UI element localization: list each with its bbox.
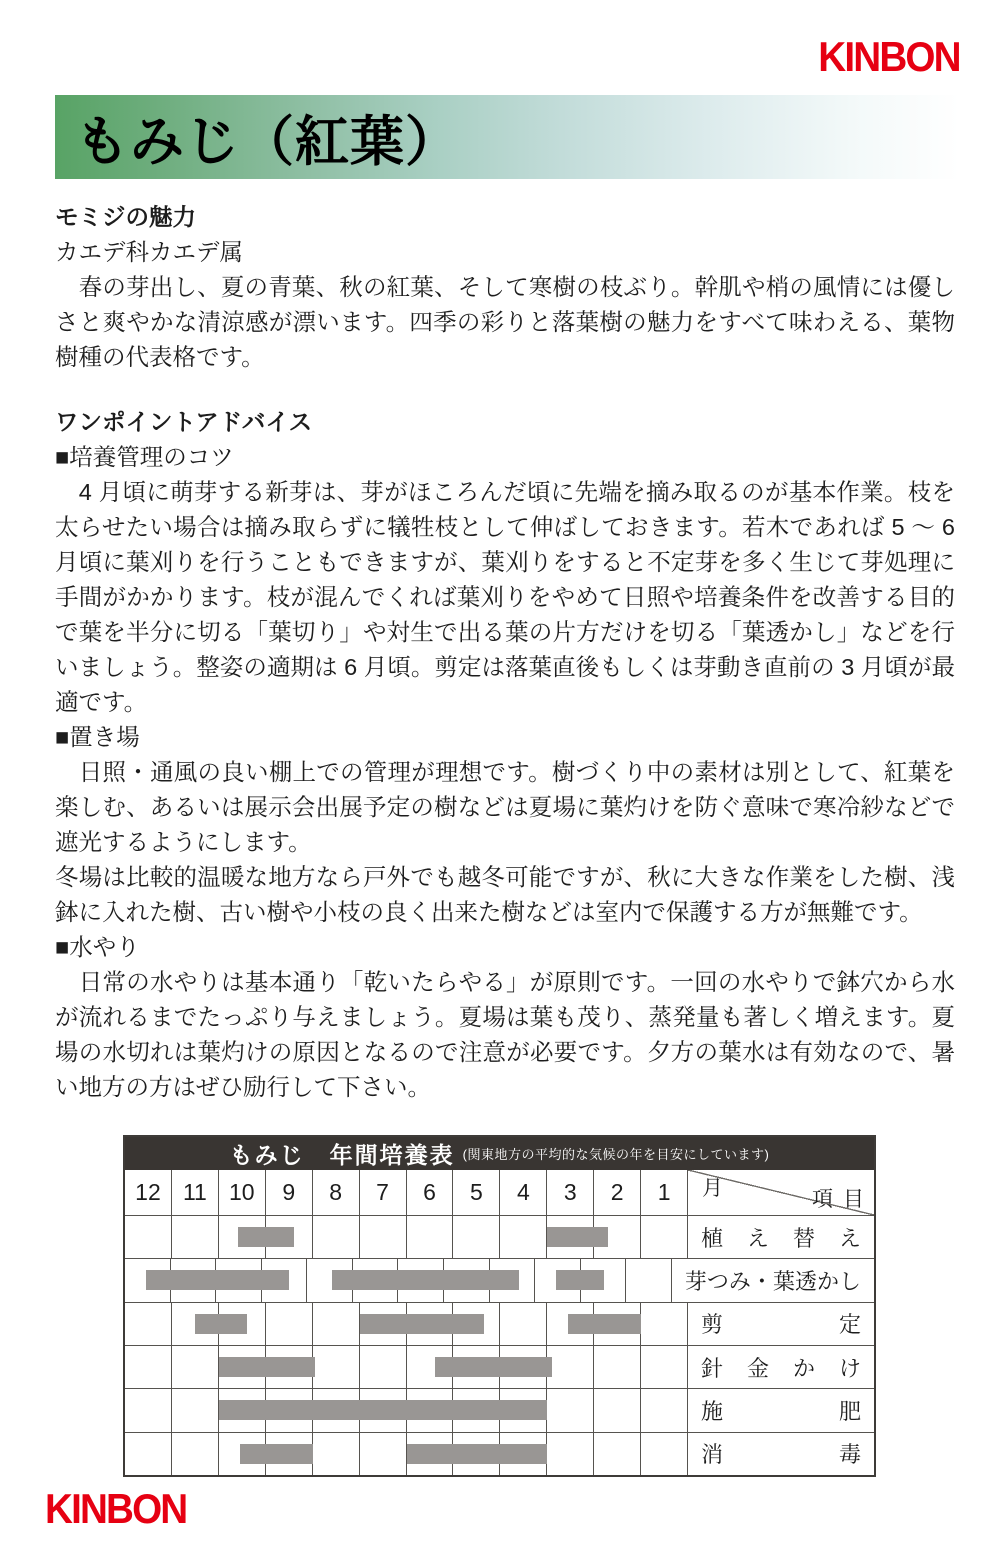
calendar-period-bar xyxy=(360,1314,484,1334)
grid-cell xyxy=(594,1346,641,1388)
row-label-char: え xyxy=(746,1225,769,1251)
row-label-char: 定 xyxy=(838,1312,861,1338)
grid-cell xyxy=(500,1303,547,1345)
month-cell: 3 xyxy=(547,1170,594,1215)
annual-cultivation-table xyxy=(123,1135,876,1477)
calendar-row-grid xyxy=(125,1346,688,1388)
month-cell: 7 xyxy=(360,1170,407,1215)
grid-cell xyxy=(125,1389,172,1431)
subsection-title-care: ■培養管理のコツ xyxy=(55,444,234,470)
grid-cell xyxy=(594,1389,641,1431)
calendar-row xyxy=(125,1433,874,1475)
calendar-row-grid xyxy=(125,1303,688,1345)
row-label-char: 金 xyxy=(746,1355,769,1381)
grid-cell xyxy=(360,1346,407,1388)
row-label-char: 植 xyxy=(701,1225,724,1251)
subsection-title-watering: ■水やり xyxy=(55,934,140,960)
grid-cell xyxy=(313,1216,360,1258)
grid-cell xyxy=(172,1389,219,1431)
calendar-row xyxy=(125,1303,874,1346)
month-cell: 8 xyxy=(313,1170,360,1215)
calendar-period-bar xyxy=(568,1314,641,1334)
kinbon-logo-bottom: KINBON xyxy=(45,1485,187,1532)
grid-cell xyxy=(360,1433,407,1475)
calendar-period-bar xyxy=(435,1357,552,1377)
calendar-row-label xyxy=(688,1346,874,1388)
grid-cell xyxy=(172,1216,219,1258)
row-label-char: け xyxy=(838,1355,861,1381)
month-cell: 5 xyxy=(453,1170,500,1215)
calendar-row-grid xyxy=(125,1389,688,1431)
grid-cell xyxy=(125,1303,172,1345)
grid-cell xyxy=(313,1433,360,1475)
grid-cell xyxy=(172,1346,219,1388)
row-label-char: え xyxy=(838,1225,861,1251)
title-banner xyxy=(55,95,960,179)
grid-cell xyxy=(500,1216,547,1258)
row-label-char: み xyxy=(728,1268,751,1294)
grid-cell xyxy=(547,1389,594,1431)
calendar-row-grid xyxy=(125,1433,688,1475)
grid-cell xyxy=(313,1303,360,1345)
row-label-char: 芽 xyxy=(684,1268,707,1294)
grid-cell xyxy=(407,1216,454,1258)
grid-cell xyxy=(641,1433,688,1475)
placement-paragraph-1: 日照・通風の良い棚上での管理が理想です。樹づくり中の素材は別として、紅葉を楽しむ、あるいは展示会出展予定の樹などは夏場に葉灼けを防ぐ意味で寒冷紗などで遮光するようにします。 xyxy=(55,759,955,855)
grid-cell xyxy=(626,1259,672,1301)
calendar-row-label xyxy=(688,1389,874,1431)
row-label-char: か xyxy=(792,1355,815,1381)
row-label-char: 施 xyxy=(701,1398,724,1424)
calendar-period-bar xyxy=(407,1444,548,1464)
calendar-month-header xyxy=(125,1170,874,1216)
calendar-row-grid xyxy=(125,1216,688,1258)
grid-cell xyxy=(172,1433,219,1475)
subsection-title-placement: ■置き場 xyxy=(55,724,140,750)
calendar-period-bar xyxy=(146,1270,290,1290)
grid-cell xyxy=(641,1303,688,1345)
month-cell: 6 xyxy=(407,1170,454,1215)
section-heading-appeal: モミジの魅力 xyxy=(55,204,196,230)
row-label-char: 肥 xyxy=(838,1398,861,1424)
row-label-char: 透 xyxy=(794,1268,817,1294)
article-body xyxy=(55,200,955,1105)
calendar-row xyxy=(125,1259,874,1302)
grid-cell xyxy=(547,1346,594,1388)
calendar-period-bar xyxy=(240,1444,313,1464)
month-item-corner-cell xyxy=(688,1170,874,1215)
section-spacer xyxy=(55,375,955,405)
care-paragraph: 4 月頃に萌芽する新芽は、芽がほころんだ頃に先端を摘み取るのが基本作業。枝を太らせたい場合は摘み取らずに犠牲枝として伸ばしておきます。若木であれば 5 ～ 6 月頃に葉刈りを行うこともできますが、葉刈りをすると不定芽を多く生じて芽処理に手間がかかります。枝が混んでくれば葉刈りをやめて日照や培養条件を改善する目的で葉を半分に切る「葉切り」や対生で出る葉の片方だけを切る「葉透かし」などを行いましょう。整姿の適期は 6 月頃。剪定は落葉直後もしくは芽動き直前の 3 月頃が最適です。 xyxy=(55,479,955,715)
grid-cell xyxy=(453,1216,500,1258)
grid-cell xyxy=(125,1433,172,1475)
grid-cell xyxy=(313,1346,360,1388)
calendar-period-bar xyxy=(219,1357,315,1377)
calendar-period-bar xyxy=(219,1400,547,1420)
calendar-row-grid xyxy=(125,1259,672,1301)
corner-label-month: 月 xyxy=(702,1177,723,1200)
grid-cell xyxy=(594,1433,641,1475)
month-cell: 10 xyxy=(219,1170,266,1215)
row-label-char: 剪 xyxy=(701,1312,724,1338)
month-cell: 9 xyxy=(266,1170,313,1215)
calendar-row xyxy=(125,1346,874,1389)
kinbon-logo-top: KINBON xyxy=(818,33,960,80)
calendar-period-bar xyxy=(547,1227,608,1247)
calendar-rows xyxy=(125,1216,874,1475)
row-label-char: 消 xyxy=(701,1442,724,1468)
grid-cell xyxy=(641,1346,688,1388)
placement-paragraph-2: 冬場は比較的温暖な地方なら戸外でも越冬可能ですが、秋に大きな作業をした樹、浅鉢に入れた樹、古い樹や小枝の良く出来た樹などは室内で保護する方が無難です。 xyxy=(55,864,955,925)
grid-cell xyxy=(125,1346,172,1388)
appeal-paragraph: 春の芽出し、夏の青葉、秋の紅葉、そして寒樹の枝ぶり。幹肌や梢の風情には優しさと爽やかな清涼感が漂います。四季の彩りと落葉樹の魅力をすべて味わえる、葉物樹種の代表格です。 xyxy=(55,274,955,370)
grid-cell xyxy=(641,1389,688,1431)
row-label-char: 毒 xyxy=(838,1442,861,1468)
month-cell: 12 xyxy=(125,1170,172,1215)
calendar-title: もみじ 年間培養表 xyxy=(229,1143,455,1168)
plant-family: カエデ科カエデ属 xyxy=(55,239,243,265)
calendar-row-label xyxy=(672,1259,874,1301)
grid-cell xyxy=(547,1433,594,1475)
calendar-subtitle: (関東地方の平均的な気候の年を目安にしています) xyxy=(462,1147,770,1162)
month-cell: 11 xyxy=(172,1170,219,1215)
calendar-period-bar xyxy=(556,1270,604,1290)
watering-paragraph: 日常の水やりは基本通り「乾いたらやる」が原則です。一回の水やりで鉢穴から水が流れるまでたっぷり与えましょう。夏場は葉も茂り、蒸発量も著しく増えます。夏場の水切れは葉灼けの原因となるので注意が必要です。夕方の葉水は有効なので、暑い地方の方はぜひ励行して下さい。 xyxy=(55,969,955,1100)
month-cell: 2 xyxy=(594,1170,641,1215)
month-cell: 4 xyxy=(500,1170,547,1215)
grid-cell xyxy=(125,1216,172,1258)
row-label-char: 針 xyxy=(701,1355,724,1381)
calendar-row-label xyxy=(688,1433,874,1475)
calendar-period-bar xyxy=(195,1314,247,1334)
grid-cell xyxy=(360,1216,407,1258)
calendar-title-bar xyxy=(125,1137,874,1170)
row-label-char: か xyxy=(816,1268,839,1294)
calendar-period-bar xyxy=(238,1227,294,1247)
grid-cell xyxy=(641,1216,688,1258)
row-label-char: 葉 xyxy=(772,1268,795,1294)
calendar-row xyxy=(125,1389,874,1432)
month-cells xyxy=(125,1170,688,1215)
page-title: もみじ（紅葉） xyxy=(75,111,460,172)
row-label-char: し xyxy=(838,1268,861,1294)
corner-label-item: 項目 xyxy=(812,1188,874,1211)
calendar-row-label xyxy=(688,1303,874,1345)
calendar-row xyxy=(125,1216,874,1259)
row-label-char: つ xyxy=(706,1268,729,1294)
row-label-char: ・ xyxy=(750,1268,773,1294)
row-label-char: 替 xyxy=(792,1225,815,1251)
section-heading-advice: ワンポイントアドバイス xyxy=(55,409,313,435)
grid-cell xyxy=(266,1303,313,1345)
calendar-row-label xyxy=(688,1216,874,1258)
month-cell: 1 xyxy=(641,1170,688,1215)
calendar-period-bar xyxy=(332,1270,519,1290)
